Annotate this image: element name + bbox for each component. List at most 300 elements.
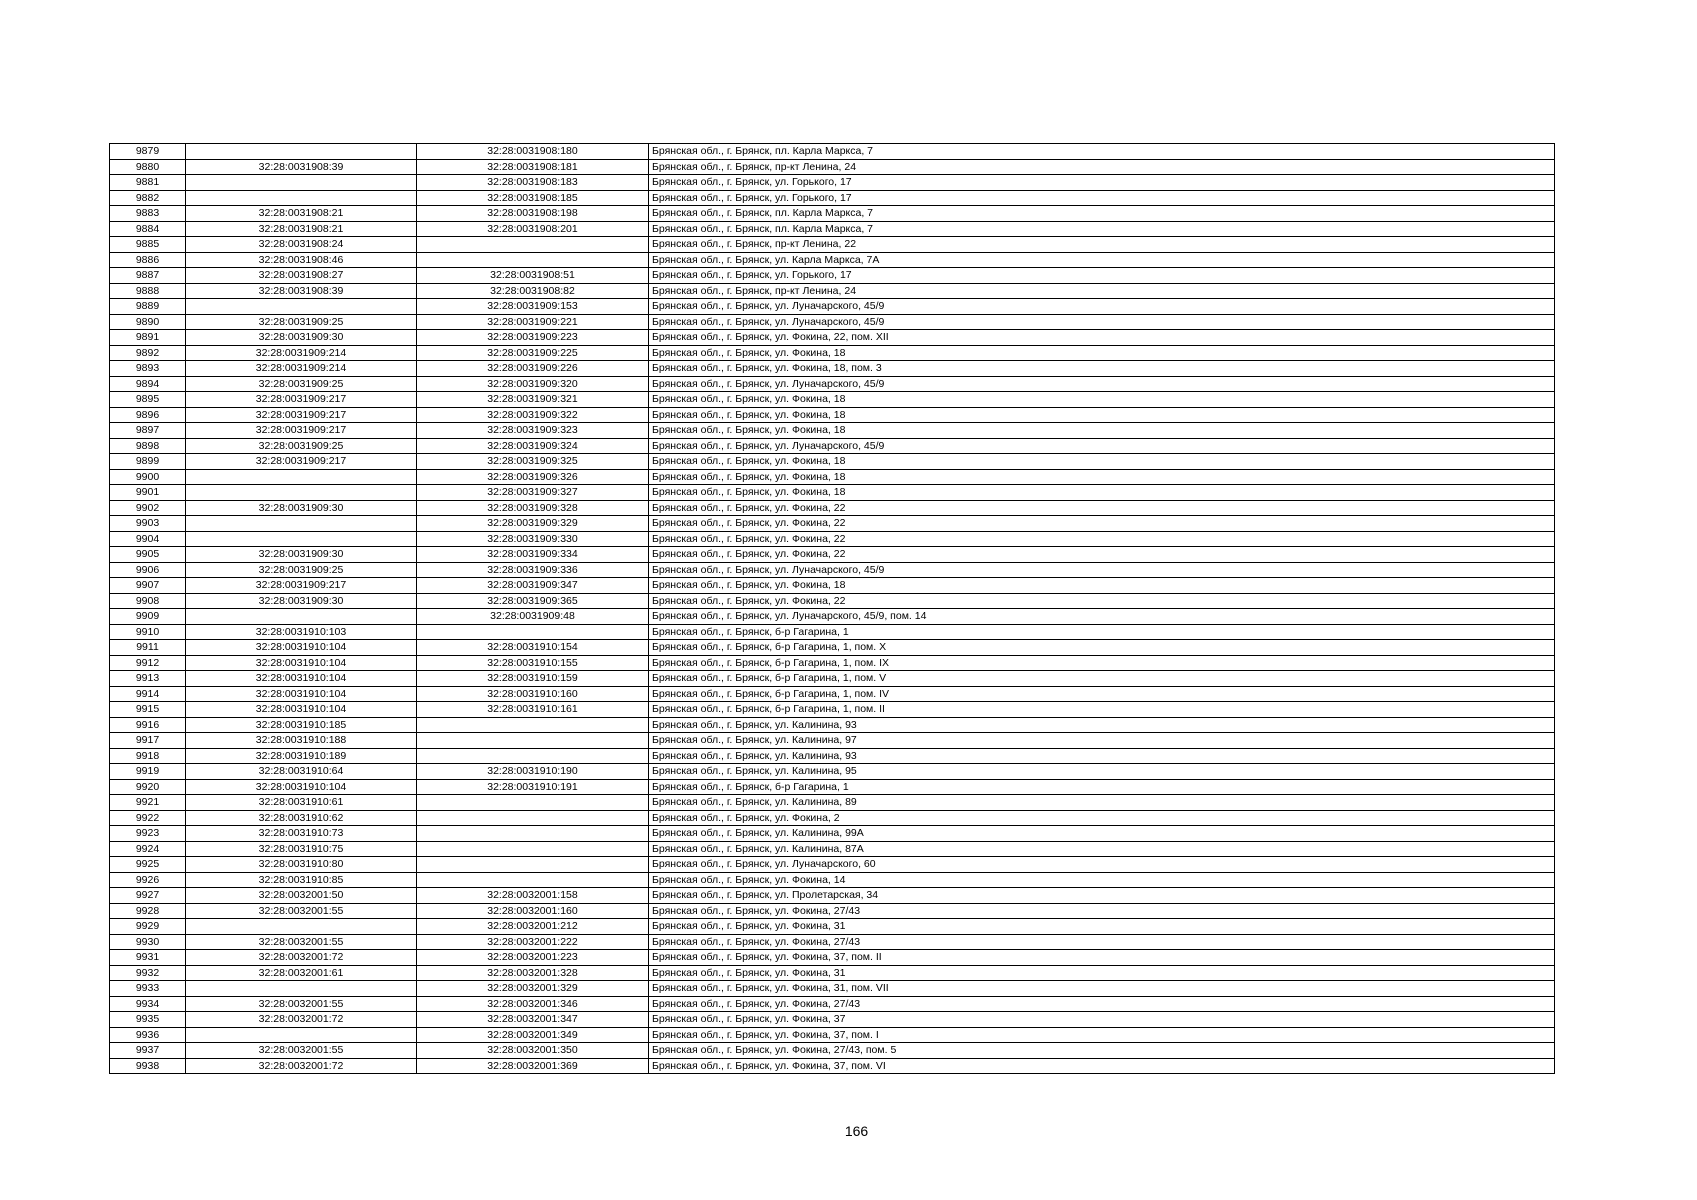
- cadastral-number-cell: 32:28:0031910:155: [417, 655, 649, 671]
- address-cell: Брянская обл., г. Брянск, ул. Фокина, 18: [649, 469, 1555, 485]
- address-cell: Брянская обл., г. Брянск, ул. Калинина, 87А: [649, 841, 1555, 857]
- parent-cadastral-number-cell: 32:28:0031910:188: [186, 733, 417, 749]
- cadastral-number-cell: [417, 624, 649, 640]
- parent-cadastral-number-cell: 32:28:0031910:62: [186, 810, 417, 826]
- address-cell: Брянская обл., г. Брянск, ул. Луначарского, 45/9: [649, 314, 1555, 330]
- cadastral-number-cell: [417, 733, 649, 749]
- row-number-cell: 9899: [110, 454, 186, 470]
- row-number-cell: 9917: [110, 733, 186, 749]
- table-row: [110, 144, 1555, 160]
- table-row: [110, 547, 1555, 563]
- cadastral-number-cell: [417, 872, 649, 888]
- table-row: [110, 965, 1555, 981]
- address-cell: Брянская обл., г. Брянск, ул. Фокина, 18: [649, 454, 1555, 470]
- cadastral-number-cell: 32:28:0031909:329: [417, 516, 649, 532]
- row-number-cell: 9923: [110, 826, 186, 842]
- table-row: [110, 593, 1555, 609]
- table-row: [110, 717, 1555, 733]
- row-number-cell: 9883: [110, 206, 186, 222]
- cadastral-number-cell: 32:28:0031910:161: [417, 702, 649, 718]
- row-number-cell: 9934: [110, 996, 186, 1012]
- cadastral-number-cell: 32:28:0031908:198: [417, 206, 649, 222]
- parent-cadastral-number-cell: 32:28:0032001:55: [186, 903, 417, 919]
- table-row: [110, 562, 1555, 578]
- row-number-cell: 9888: [110, 283, 186, 299]
- address-cell: Брянская обл., г. Брянск, б-р Гагарина, 1, пом. II: [649, 702, 1555, 718]
- address-cell: Брянская обл., г. Брянск, ул. Фокина, 18, пом. 3: [649, 361, 1555, 377]
- parent-cadastral-number-cell: 32:28:0031908:21: [186, 206, 417, 222]
- parent-cadastral-number-cell: [186, 299, 417, 315]
- parent-cadastral-number-cell: 32:28:0031908:46: [186, 252, 417, 268]
- table-row: [110, 702, 1555, 718]
- row-number-cell: 9892: [110, 345, 186, 361]
- parent-cadastral-number-cell: 32:28:0031909:214: [186, 345, 417, 361]
- row-number-cell: 9905: [110, 547, 186, 563]
- table-row: [110, 237, 1555, 253]
- address-cell: Брянская обл., г. Брянск, ул. Фокина, 27/43, пом. 5: [649, 1043, 1555, 1059]
- cadastral-number-cell: 32:28:0031910:160: [417, 686, 649, 702]
- row-number-cell: 9920: [110, 779, 186, 795]
- address-cell: Брянская обл., г. Брянск, ул. Калинина, 95: [649, 764, 1555, 780]
- parent-cadastral-number-cell: 32:28:0031908:24: [186, 237, 417, 253]
- address-cell: Брянская обл., г. Брянск, ул. Калинина, 93: [649, 748, 1555, 764]
- row-number-cell: 9909: [110, 609, 186, 625]
- parent-cadastral-number-cell: 32:28:0031908:27: [186, 268, 417, 284]
- parent-cadastral-number-cell: 32:28:0031909:25: [186, 562, 417, 578]
- cadastral-number-cell: 32:28:0031909:347: [417, 578, 649, 594]
- address-cell: Брянская обл., г. Брянск, ул. Калинина, 99А: [649, 826, 1555, 842]
- cadastral-number-cell: 32:28:0031908:201: [417, 221, 649, 237]
- table-row: [110, 314, 1555, 330]
- cadastral-number-cell: 32:28:0031910:191: [417, 779, 649, 795]
- table-row: [110, 531, 1555, 547]
- parent-cadastral-number-cell: 32:28:0031909:30: [186, 500, 417, 516]
- cadastral-number-cell: 32:28:0031909:48: [417, 609, 649, 625]
- cadastral-number-cell: 32:28:0031909:223: [417, 330, 649, 346]
- parent-cadastral-number-cell: 32:28:0031910:189: [186, 748, 417, 764]
- row-number-cell: 9889: [110, 299, 186, 315]
- table-row: [110, 624, 1555, 640]
- cadastral-number-cell: 32:28:0031909:330: [417, 531, 649, 547]
- parent-cadastral-number-cell: 32:28:0031910:75: [186, 841, 417, 857]
- row-number-cell: 9891: [110, 330, 186, 346]
- row-number-cell: 9913: [110, 671, 186, 687]
- cadastral-number-cell: [417, 810, 649, 826]
- address-cell: Брянская обл., г. Брянск, ул. Фокина, 37, пом. II: [649, 950, 1555, 966]
- row-number-cell: 9937: [110, 1043, 186, 1059]
- table-row: [110, 159, 1555, 175]
- address-cell: Брянская обл., г. Брянск, ул. Луначарского, 60: [649, 857, 1555, 873]
- address-cell: Брянская обл., г. Брянск, ул. Фокина, 37, пом. I: [649, 1027, 1555, 1043]
- cadastral-number-cell: 32:28:0031909:320: [417, 376, 649, 392]
- address-cell: Брянская обл., г. Брянск, ул. Луначарского, 45/9: [649, 562, 1555, 578]
- cadastral-number-cell: 32:28:0031909:225: [417, 345, 649, 361]
- address-cell: Брянская обл., г. Брянск, б-р Гагарина, 1: [649, 779, 1555, 795]
- row-number-cell: 9882: [110, 190, 186, 206]
- address-cell: Брянская обл., г. Брянск, ул. Фокина, 31: [649, 919, 1555, 935]
- row-number-cell: 9928: [110, 903, 186, 919]
- row-number-cell: 9890: [110, 314, 186, 330]
- cadastral-number-cell: 32:28:0032001:329: [417, 981, 649, 997]
- parent-cadastral-number-cell: 32:28:0031909:214: [186, 361, 417, 377]
- row-number-cell: 9938: [110, 1058, 186, 1074]
- parent-cadastral-number-cell: 32:28:0032001:55: [186, 934, 417, 950]
- address-cell: Брянская обл., г. Брянск, ул. Фокина, 31: [649, 965, 1555, 981]
- row-number-cell: 9914: [110, 686, 186, 702]
- table-row: [110, 733, 1555, 749]
- table-row: [110, 903, 1555, 919]
- cadastral-number-cell: 32:28:0031910:190: [417, 764, 649, 780]
- parent-cadastral-number-cell: 32:28:0031910:104: [186, 671, 417, 687]
- parent-cadastral-number-cell: 32:28:0031909:217: [186, 423, 417, 439]
- table-row: [110, 299, 1555, 315]
- row-number-cell: 9931: [110, 950, 186, 966]
- parent-cadastral-number-cell: 32:28:0031910:104: [186, 655, 417, 671]
- address-cell: Брянская обл., г. Брянск, ул. Фокина, 27/43: [649, 996, 1555, 1012]
- row-number-cell: 9897: [110, 423, 186, 439]
- address-cell: Брянская обл., г. Брянск, ул. Фокина, 22: [649, 547, 1555, 563]
- address-cell: Брянская обл., г. Брянск, ул. Фокина, 22: [649, 531, 1555, 547]
- parent-cadastral-number-cell: 32:28:0031910:61: [186, 795, 417, 811]
- table-row: [110, 888, 1555, 904]
- address-cell: Брянская обл., г. Брянск, ул. Фокина, 18: [649, 392, 1555, 408]
- cadastral-number-cell: 32:28:0031909:334: [417, 547, 649, 563]
- cadastral-number-cell: 32:28:0031909:153: [417, 299, 649, 315]
- address-cell: Брянская обл., г. Брянск, пр-кт Ленина, 24: [649, 283, 1555, 299]
- row-number-cell: 9884: [110, 221, 186, 237]
- address-cell: Брянская обл., г. Брянск, ул. Калинина, 93: [649, 717, 1555, 733]
- parent-cadastral-number-cell: 32:28:0031908:39: [186, 159, 417, 175]
- cadastral-number-cell: 32:28:0031908:185: [417, 190, 649, 206]
- table-row: [110, 578, 1555, 594]
- address-cell: Брянская обл., г. Брянск, ул. Луначарского, 45/9: [649, 438, 1555, 454]
- parent-cadastral-number-cell: 32:28:0031910:64: [186, 764, 417, 780]
- cadastral-number-cell: 32:28:0031908:181: [417, 159, 649, 175]
- table-row: [110, 485, 1555, 501]
- table-row: [110, 841, 1555, 857]
- table-row: [110, 516, 1555, 532]
- cadastral-number-cell: [417, 826, 649, 842]
- row-number-cell: 9895: [110, 392, 186, 408]
- parent-cadastral-number-cell: 32:28:0031909:25: [186, 314, 417, 330]
- table-row: [110, 795, 1555, 811]
- address-cell: Брянская обл., г. Брянск, ул. Калинина, 97: [649, 733, 1555, 749]
- address-cell: Брянская обл., г. Брянск, ул. Фокина, 18: [649, 407, 1555, 423]
- cadastral-number-cell: 32:28:0032001:222: [417, 934, 649, 950]
- address-cell: Брянская обл., г. Брянск, ул. Калинина, 89: [649, 795, 1555, 811]
- table-row: [110, 438, 1555, 454]
- address-cell: Брянская обл., г. Брянск, б-р Гагарина, 1, пом. IV: [649, 686, 1555, 702]
- parent-cadastral-number-cell: [186, 190, 417, 206]
- row-number-cell: 9903: [110, 516, 186, 532]
- address-cell: Брянская обл., г. Брянск, ул. Фокина, 18: [649, 578, 1555, 594]
- address-cell: Брянская обл., г. Брянск, ул. Луначарского, 45/9: [649, 299, 1555, 315]
- table-row: [110, 376, 1555, 392]
- cadastral-number-cell: 32:28:0031909:226: [417, 361, 649, 377]
- parent-cadastral-number-cell: 32:28:0032001:72: [186, 1012, 417, 1028]
- row-number-cell: 9906: [110, 562, 186, 578]
- address-cell: Брянская обл., г. Брянск, ул. Фокина, 18: [649, 423, 1555, 439]
- parent-cadastral-number-cell: 32:28:0031910:104: [186, 779, 417, 795]
- row-number-cell: 9880: [110, 159, 186, 175]
- parent-cadastral-number-cell: 32:28:0031909:30: [186, 330, 417, 346]
- cadastral-number-cell: 32:28:0032001:350: [417, 1043, 649, 1059]
- parent-cadastral-number-cell: 32:28:0032001:61: [186, 965, 417, 981]
- row-number-cell: 9915: [110, 702, 186, 718]
- table-row: [110, 423, 1555, 439]
- row-number-cell: 9898: [110, 438, 186, 454]
- address-cell: Брянская обл., г. Брянск, б-р Гагарина, 1, пом. X: [649, 640, 1555, 656]
- row-number-cell: 9927: [110, 888, 186, 904]
- row-number-cell: 9925: [110, 857, 186, 873]
- cadastral-number-cell: 32:28:0031909:326: [417, 469, 649, 485]
- cadastral-number-cell: [417, 252, 649, 268]
- cadastral-number-cell: [417, 717, 649, 733]
- address-cell: Брянская обл., г. Брянск, ул. Горького, 17: [649, 268, 1555, 284]
- cadastral-number-cell: 32:28:0031910:159: [417, 671, 649, 687]
- table-row: [110, 454, 1555, 470]
- row-number-cell: 9887: [110, 268, 186, 284]
- row-number-cell: 9924: [110, 841, 186, 857]
- parent-cadastral-number-cell: 32:28:0031909:30: [186, 593, 417, 609]
- parent-cadastral-number-cell: 32:28:0032001:50: [186, 888, 417, 904]
- table-row: [110, 206, 1555, 222]
- table-row: [110, 857, 1555, 873]
- parent-cadastral-number-cell: 32:28:0031908:39: [186, 283, 417, 299]
- cadastral-number-cell: 32:28:0032001:347: [417, 1012, 649, 1028]
- cadastral-number-cell: 32:28:0031909:336: [417, 562, 649, 578]
- table-row: [110, 872, 1555, 888]
- address-cell: Брянская обл., г. Брянск, б-р Гагарина, 1, пом. V: [649, 671, 1555, 687]
- parent-cadastral-number-cell: [186, 981, 417, 997]
- parent-cadastral-number-cell: 32:28:0031910:73: [186, 826, 417, 842]
- address-cell: Брянская обл., г. Брянск, б-р Гагарина, 1: [649, 624, 1555, 640]
- row-number-cell: 9912: [110, 655, 186, 671]
- row-number-cell: 9902: [110, 500, 186, 516]
- table-row: [110, 934, 1555, 950]
- cadastral-number-cell: 32:28:0031909:328: [417, 500, 649, 516]
- cadastral-number-cell: [417, 237, 649, 253]
- row-number-cell: 9904: [110, 531, 186, 547]
- row-number-cell: 9907: [110, 578, 186, 594]
- address-cell: Брянская обл., г. Брянск, ул. Фокина, 18: [649, 345, 1555, 361]
- table-row: [110, 1043, 1555, 1059]
- table-row: [110, 190, 1555, 206]
- cadastral-number-cell: 32:28:0031908:180: [417, 144, 649, 160]
- parent-cadastral-number-cell: [186, 175, 417, 191]
- row-number-cell: 9885: [110, 237, 186, 253]
- table-row: [110, 1012, 1555, 1028]
- cadastral-number-cell: 32:28:0031909:365: [417, 593, 649, 609]
- table-row: [110, 469, 1555, 485]
- address-cell: Брянская обл., г. Брянск, ул. Фокина, 27/43: [649, 934, 1555, 950]
- cadastral-number-cell: 32:28:0031909:324: [417, 438, 649, 454]
- row-number-cell: 9922: [110, 810, 186, 826]
- cadastral-number-cell: 32:28:0032001:346: [417, 996, 649, 1012]
- cadastral-number-cell: 32:28:0031909:321: [417, 392, 649, 408]
- address-cell: Брянская обл., г. Брянск, ул. Фокина, 2: [649, 810, 1555, 826]
- parent-cadastral-number-cell: 32:28:0031910:104: [186, 686, 417, 702]
- address-cell: Брянская обл., г. Брянск, ул. Фокина, 22: [649, 516, 1555, 532]
- row-number-cell: 9918: [110, 748, 186, 764]
- table-row: [110, 407, 1555, 423]
- page-number: 166: [844, 1123, 869, 1139]
- table-row: [110, 764, 1555, 780]
- parent-cadastral-number-cell: 32:28:0032001:55: [186, 1043, 417, 1059]
- address-cell: Брянская обл., г. Брянск, ул. Фокина, 37: [649, 1012, 1555, 1028]
- address-cell: Брянская обл., г. Брянск, ул. Горького, 17: [649, 190, 1555, 206]
- cadastral-number-cell: 32:28:0031908:183: [417, 175, 649, 191]
- address-cell: Брянская обл., г. Брянск, ул. Фокина, 27/43: [649, 903, 1555, 919]
- address-cell: Брянская обл., г. Брянск, ул. Фокина, 14: [649, 872, 1555, 888]
- table-row: [110, 330, 1555, 346]
- registry-table-body: [110, 144, 1555, 1074]
- address-cell: Брянская обл., г. Брянск, ул. Луначарского, 45/9, пом. 14: [649, 609, 1555, 625]
- row-number-cell: 9929: [110, 919, 186, 935]
- parent-cadastral-number-cell: [186, 531, 417, 547]
- table-row: [110, 392, 1555, 408]
- table-row: [110, 919, 1555, 935]
- row-number-cell: 9926: [110, 872, 186, 888]
- parent-cadastral-number-cell: [186, 144, 417, 160]
- parent-cadastral-number-cell: 32:28:0031910:104: [186, 640, 417, 656]
- address-cell: Брянская обл., г. Брянск, ул. Карла Маркса, 7А: [649, 252, 1555, 268]
- row-number-cell: 9911: [110, 640, 186, 656]
- cadastral-number-cell: 32:28:0031909:327: [417, 485, 649, 501]
- address-cell: Брянская обл., г. Брянск, ул. Горького, 17: [649, 175, 1555, 191]
- address-cell: Брянская обл., г. Брянск, ул. Фокина, 22, пом. XII: [649, 330, 1555, 346]
- registry-table: [109, 143, 1555, 1074]
- row-number-cell: 9879: [110, 144, 186, 160]
- table-row: [110, 686, 1555, 702]
- cadastral-number-cell: 32:28:0031908:82: [417, 283, 649, 299]
- address-cell: Брянская обл., г. Брянск, пл. Карла Маркса, 7: [649, 206, 1555, 222]
- table-row: [110, 500, 1555, 516]
- row-number-cell: 9921: [110, 795, 186, 811]
- cadastral-number-cell: [417, 841, 649, 857]
- table-row: [110, 950, 1555, 966]
- table-row: [110, 981, 1555, 997]
- address-cell: Брянская обл., г. Брянск, ул. Фокина, 37, пом. VI: [649, 1058, 1555, 1074]
- table-row: [110, 609, 1555, 625]
- parent-cadastral-number-cell: 32:28:0032001:72: [186, 950, 417, 966]
- parent-cadastral-number-cell: [186, 485, 417, 501]
- address-cell: Брянская обл., г. Брянск, ул. Фокина, 18: [649, 485, 1555, 501]
- cadastral-number-cell: 32:28:0032001:160: [417, 903, 649, 919]
- row-number-cell: 9936: [110, 1027, 186, 1043]
- table-row: [110, 283, 1555, 299]
- row-number-cell: 9893: [110, 361, 186, 377]
- row-number-cell: 9933: [110, 981, 186, 997]
- table-row: [110, 671, 1555, 687]
- address-cell: Брянская обл., г. Брянск, пл. Карла Маркса, 7: [649, 221, 1555, 237]
- table-row: [110, 1027, 1555, 1043]
- table-row: [110, 640, 1555, 656]
- cadastral-number-cell: 32:28:0031909:323: [417, 423, 649, 439]
- parent-cadastral-number-cell: 32:28:0031910:185: [186, 717, 417, 733]
- address-cell: Брянская обл., г. Брянск, ул. Фокина, 22: [649, 500, 1555, 516]
- cadastral-number-cell: 32:28:0031909:325: [417, 454, 649, 470]
- row-number-cell: 9900: [110, 469, 186, 485]
- table-row: [110, 175, 1555, 191]
- cadastral-number-cell: 32:28:0031909:221: [417, 314, 649, 330]
- address-cell: Брянская обл., г. Брянск, пр-кт Ленина, 24: [649, 159, 1555, 175]
- row-number-cell: 9894: [110, 376, 186, 392]
- parent-cadastral-number-cell: [186, 919, 417, 935]
- row-number-cell: 9901: [110, 485, 186, 501]
- row-number-cell: 9908: [110, 593, 186, 609]
- parent-cadastral-number-cell: 32:28:0032001:55: [186, 996, 417, 1012]
- address-cell: Брянская обл., г. Брянск, ул. Пролетарская, 34: [649, 888, 1555, 904]
- table-row: [110, 345, 1555, 361]
- cadastral-number-cell: 32:28:0031908:51: [417, 268, 649, 284]
- cadastral-number-cell: 32:28:0032001:369: [417, 1058, 649, 1074]
- parent-cadastral-number-cell: [186, 469, 417, 485]
- parent-cadastral-number-cell: 32:28:0031909:217: [186, 392, 417, 408]
- row-number-cell: 9919: [110, 764, 186, 780]
- parent-cadastral-number-cell: 32:28:0031910:85: [186, 872, 417, 888]
- cadastral-number-cell: 32:28:0031910:154: [417, 640, 649, 656]
- address-cell: Брянская обл., г. Брянск, б-р Гагарина, 1, пом. IX: [649, 655, 1555, 671]
- row-number-cell: 9886: [110, 252, 186, 268]
- row-number-cell: 9916: [110, 717, 186, 733]
- cadastral-number-cell: [417, 748, 649, 764]
- row-number-cell: 9930: [110, 934, 186, 950]
- table-row: [110, 221, 1555, 237]
- address-cell: Брянская обл., г. Брянск, ул. Луначарского, 45/9: [649, 376, 1555, 392]
- cadastral-number-cell: 32:28:0032001:349: [417, 1027, 649, 1043]
- cadastral-number-cell: 32:28:0032001:212: [417, 919, 649, 935]
- parent-cadastral-number-cell: 32:28:0031909:25: [186, 438, 417, 454]
- table-row: [110, 268, 1555, 284]
- parent-cadastral-number-cell: [186, 516, 417, 532]
- cadastral-number-cell: 32:28:0032001:158: [417, 888, 649, 904]
- cadastral-number-cell: 32:28:0032001:223: [417, 950, 649, 966]
- parent-cadastral-number-cell: 32:28:0031909:217: [186, 578, 417, 594]
- cadastral-number-cell: [417, 857, 649, 873]
- cadastral-number-cell: 32:28:0032001:328: [417, 965, 649, 981]
- row-number-cell: 9881: [110, 175, 186, 191]
- table-row: [110, 252, 1555, 268]
- table-row: [110, 361, 1555, 377]
- table-row: [110, 748, 1555, 764]
- address-cell: Брянская обл., г. Брянск, ул. Фокина, 31, пом. VII: [649, 981, 1555, 997]
- table-row: [110, 655, 1555, 671]
- parent-cadastral-number-cell: 32:28:0031910:104: [186, 702, 417, 718]
- parent-cadastral-number-cell: 32:28:0031909:217: [186, 407, 417, 423]
- cadastral-number-cell: [417, 795, 649, 811]
- table-row: [110, 826, 1555, 842]
- table-row: [110, 779, 1555, 795]
- parent-cadastral-number-cell: 32:28:0031909:25: [186, 376, 417, 392]
- parent-cadastral-number-cell: 32:28:0031909:217: [186, 454, 417, 470]
- parent-cadastral-number-cell: [186, 1027, 417, 1043]
- table-row: [110, 810, 1555, 826]
- row-number-cell: 9910: [110, 624, 186, 640]
- parent-cadastral-number-cell: 32:28:0031909:30: [186, 547, 417, 563]
- address-cell: Брянская обл., г. Брянск, ул. Фокина, 22: [649, 593, 1555, 609]
- parent-cadastral-number-cell: 32:28:0031910:80: [186, 857, 417, 873]
- row-number-cell: 9935: [110, 1012, 186, 1028]
- table-row: [110, 996, 1555, 1012]
- parent-cadastral-number-cell: [186, 609, 417, 625]
- address-cell: Брянская обл., г. Брянск, пл. Карла Маркса, 7: [649, 144, 1555, 160]
- address-cell: Брянская обл., г. Брянск, пр-кт Ленина, 22: [649, 237, 1555, 253]
- row-number-cell: 9896: [110, 407, 186, 423]
- row-number-cell: 9932: [110, 965, 186, 981]
- parent-cadastral-number-cell: 32:28:0031908:21: [186, 221, 417, 237]
- cadastral-number-cell: 32:28:0031909:322: [417, 407, 649, 423]
